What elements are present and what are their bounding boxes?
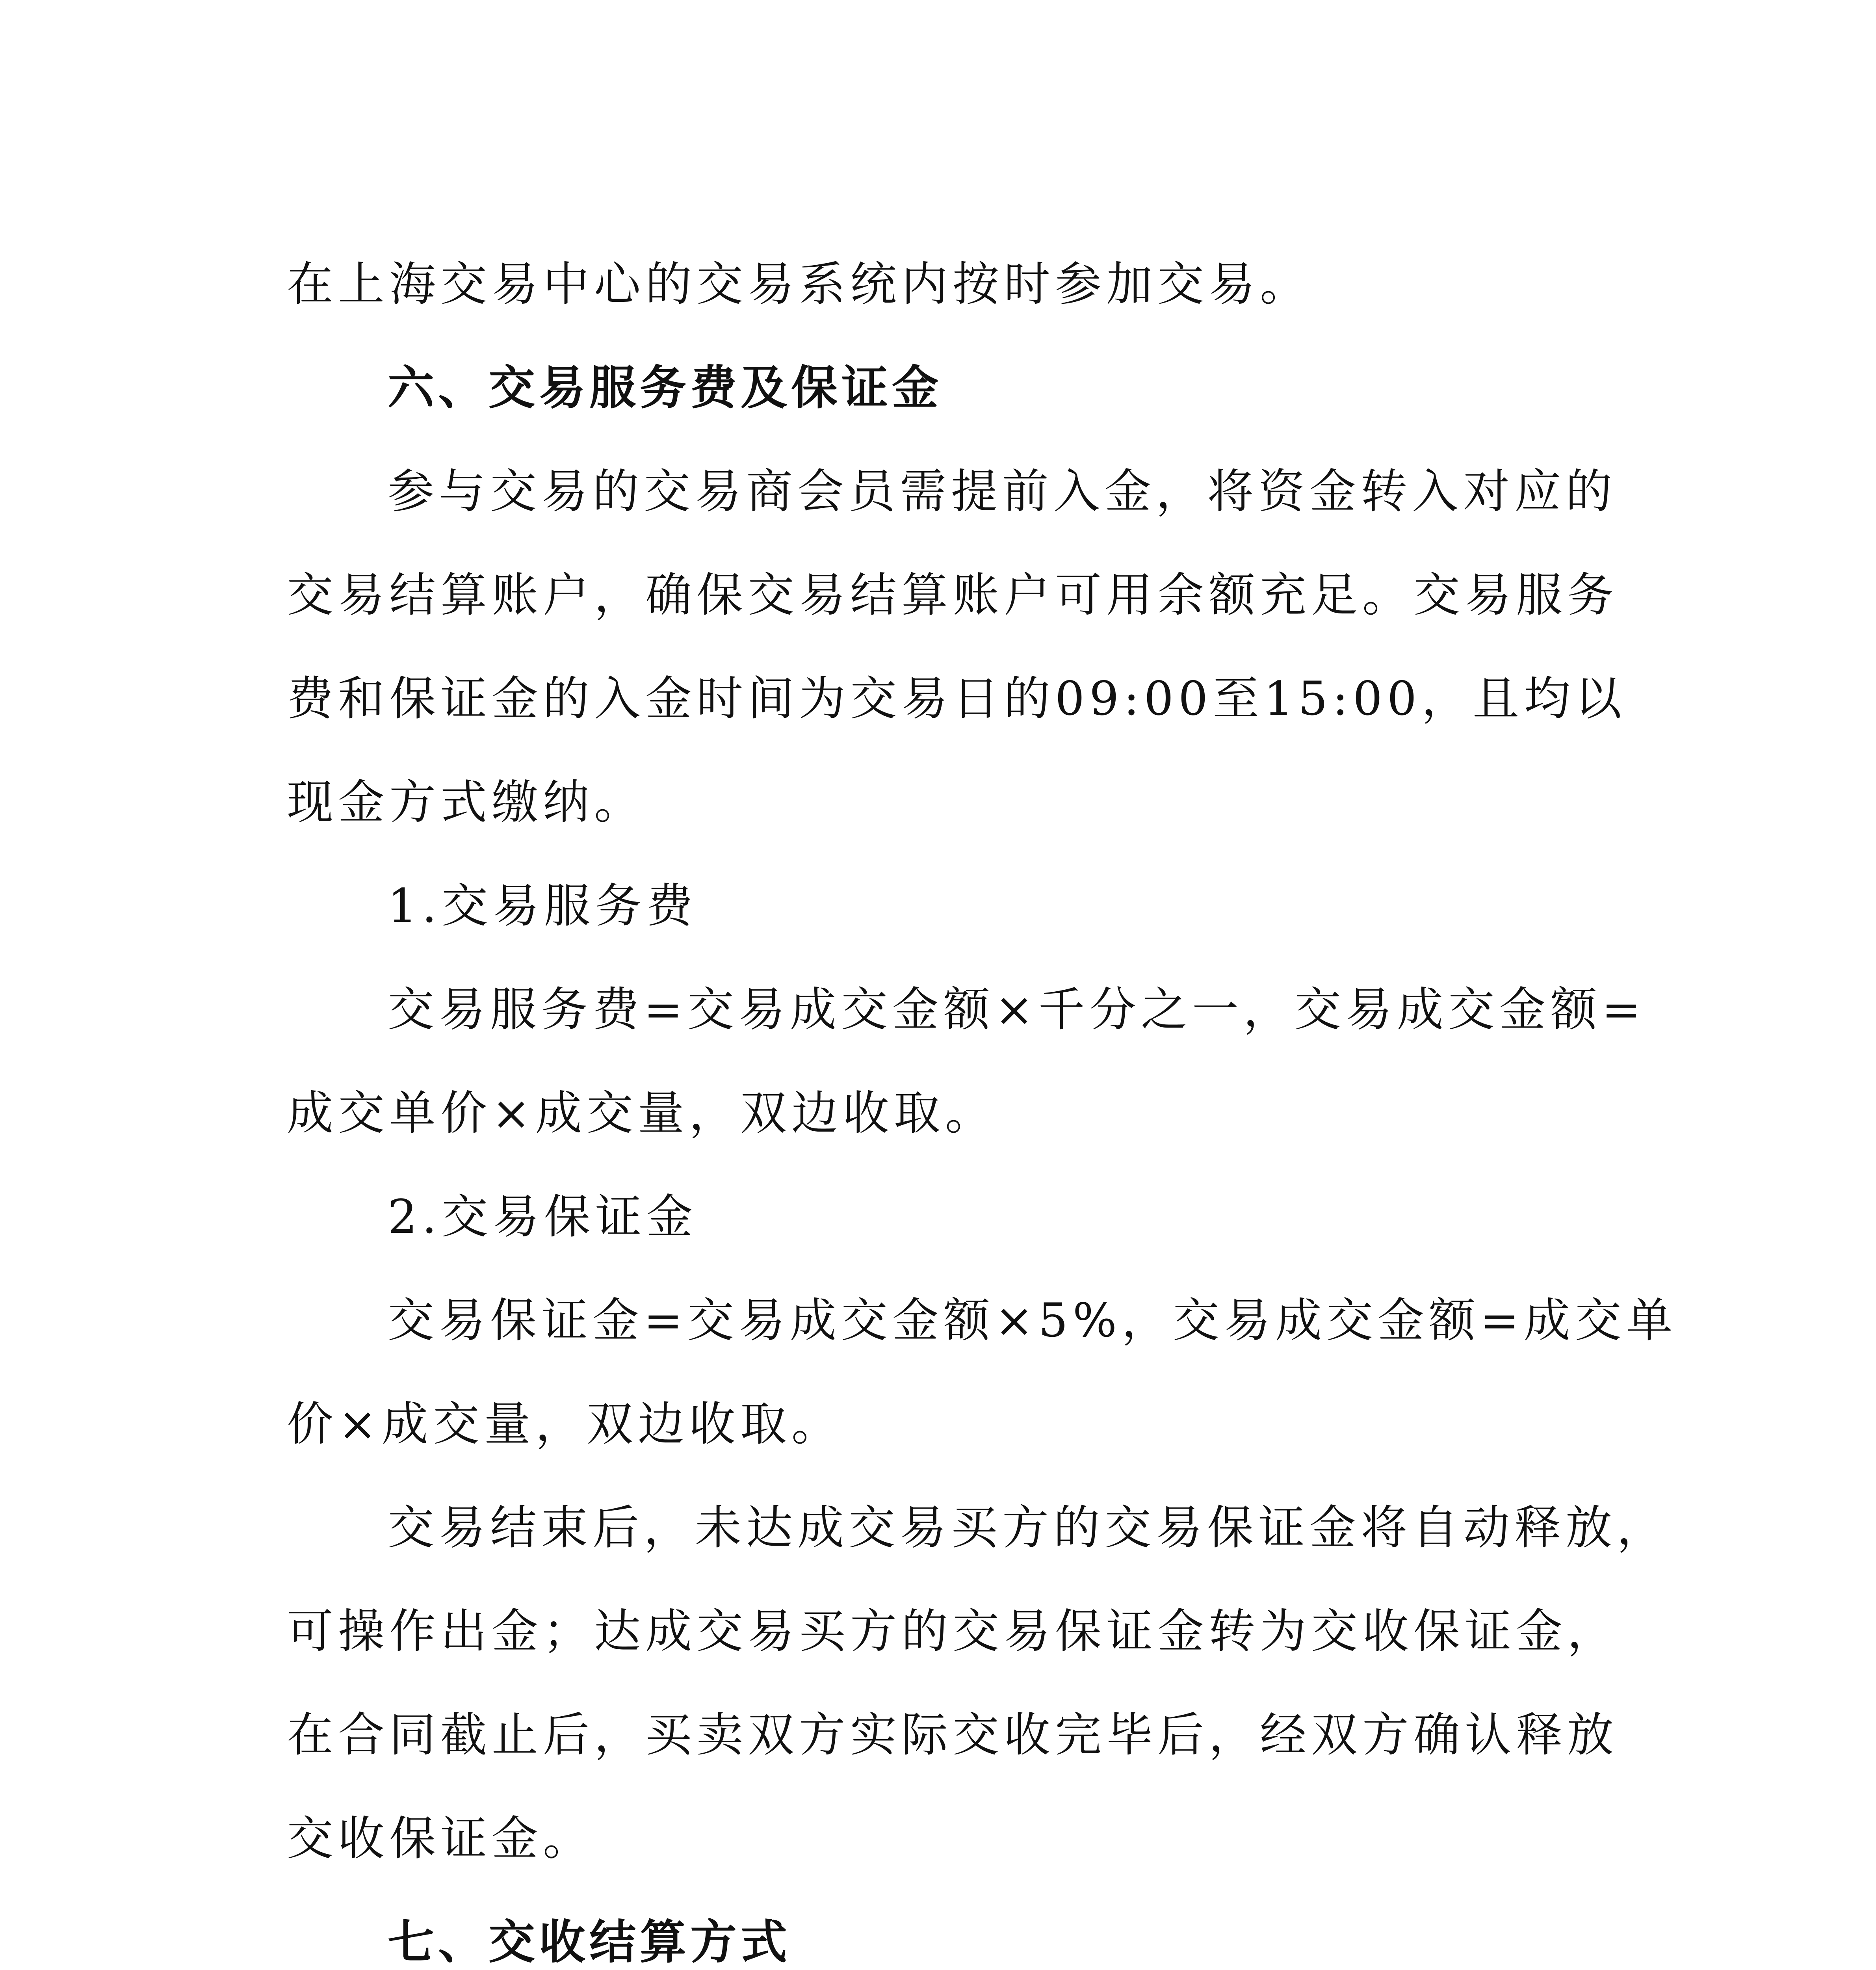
subsection-heading: 1.交易服务费 [388,879,698,933]
section-heading: 七、交收结算方式 [388,1915,791,1969]
paragraph-line: 参与交易的交易商会员需提前入金，将资金转入对应的 [388,464,1617,519]
paragraph-line: 交易保证金=交易成交金额×5%，交易成交金额=成交单 [388,1293,1677,1347]
paragraph-line: 在上海交易中心的交易系统内按时参加交易。 [287,257,1311,311]
paragraph-line: 成交单价×成交量，双边收取。 [287,1086,996,1140]
paragraph-line: 交易结束后，未达成交易买方的交易保证金将自动释放， [388,1500,1668,1555]
paragraph-line: 价×成交量，双边收取。 [287,1397,843,1451]
paragraph-line: 交易结算账户，确保交易结算账户可用余额充足。交易服务 [287,568,1619,622]
document-body [287,232,1677,1970]
section-heading: 六、交易服务费及保证金 [388,361,943,415]
paragraph-line: 交收保证金。 [287,1811,594,1866]
paragraph-line: 可操作出金；达成交易买方的交易保证金转为交收保证金， [287,1604,1619,1658]
paragraph-line: 费和保证金的入金时间为交易日的09:00至15:00，且均以 [287,671,1627,726]
paragraph-line: 交易服务费=交易成交金额×千分之一，交易成交金额= [388,982,1646,1037]
paragraph-line: 现金方式缴纳。 [287,775,646,829]
subsection-heading: 2.交易保证金 [388,1189,698,1244]
paragraph-line: 在合同截止后，买卖双方实际交收完毕后，经双方确认释放 [287,1708,1619,1762]
